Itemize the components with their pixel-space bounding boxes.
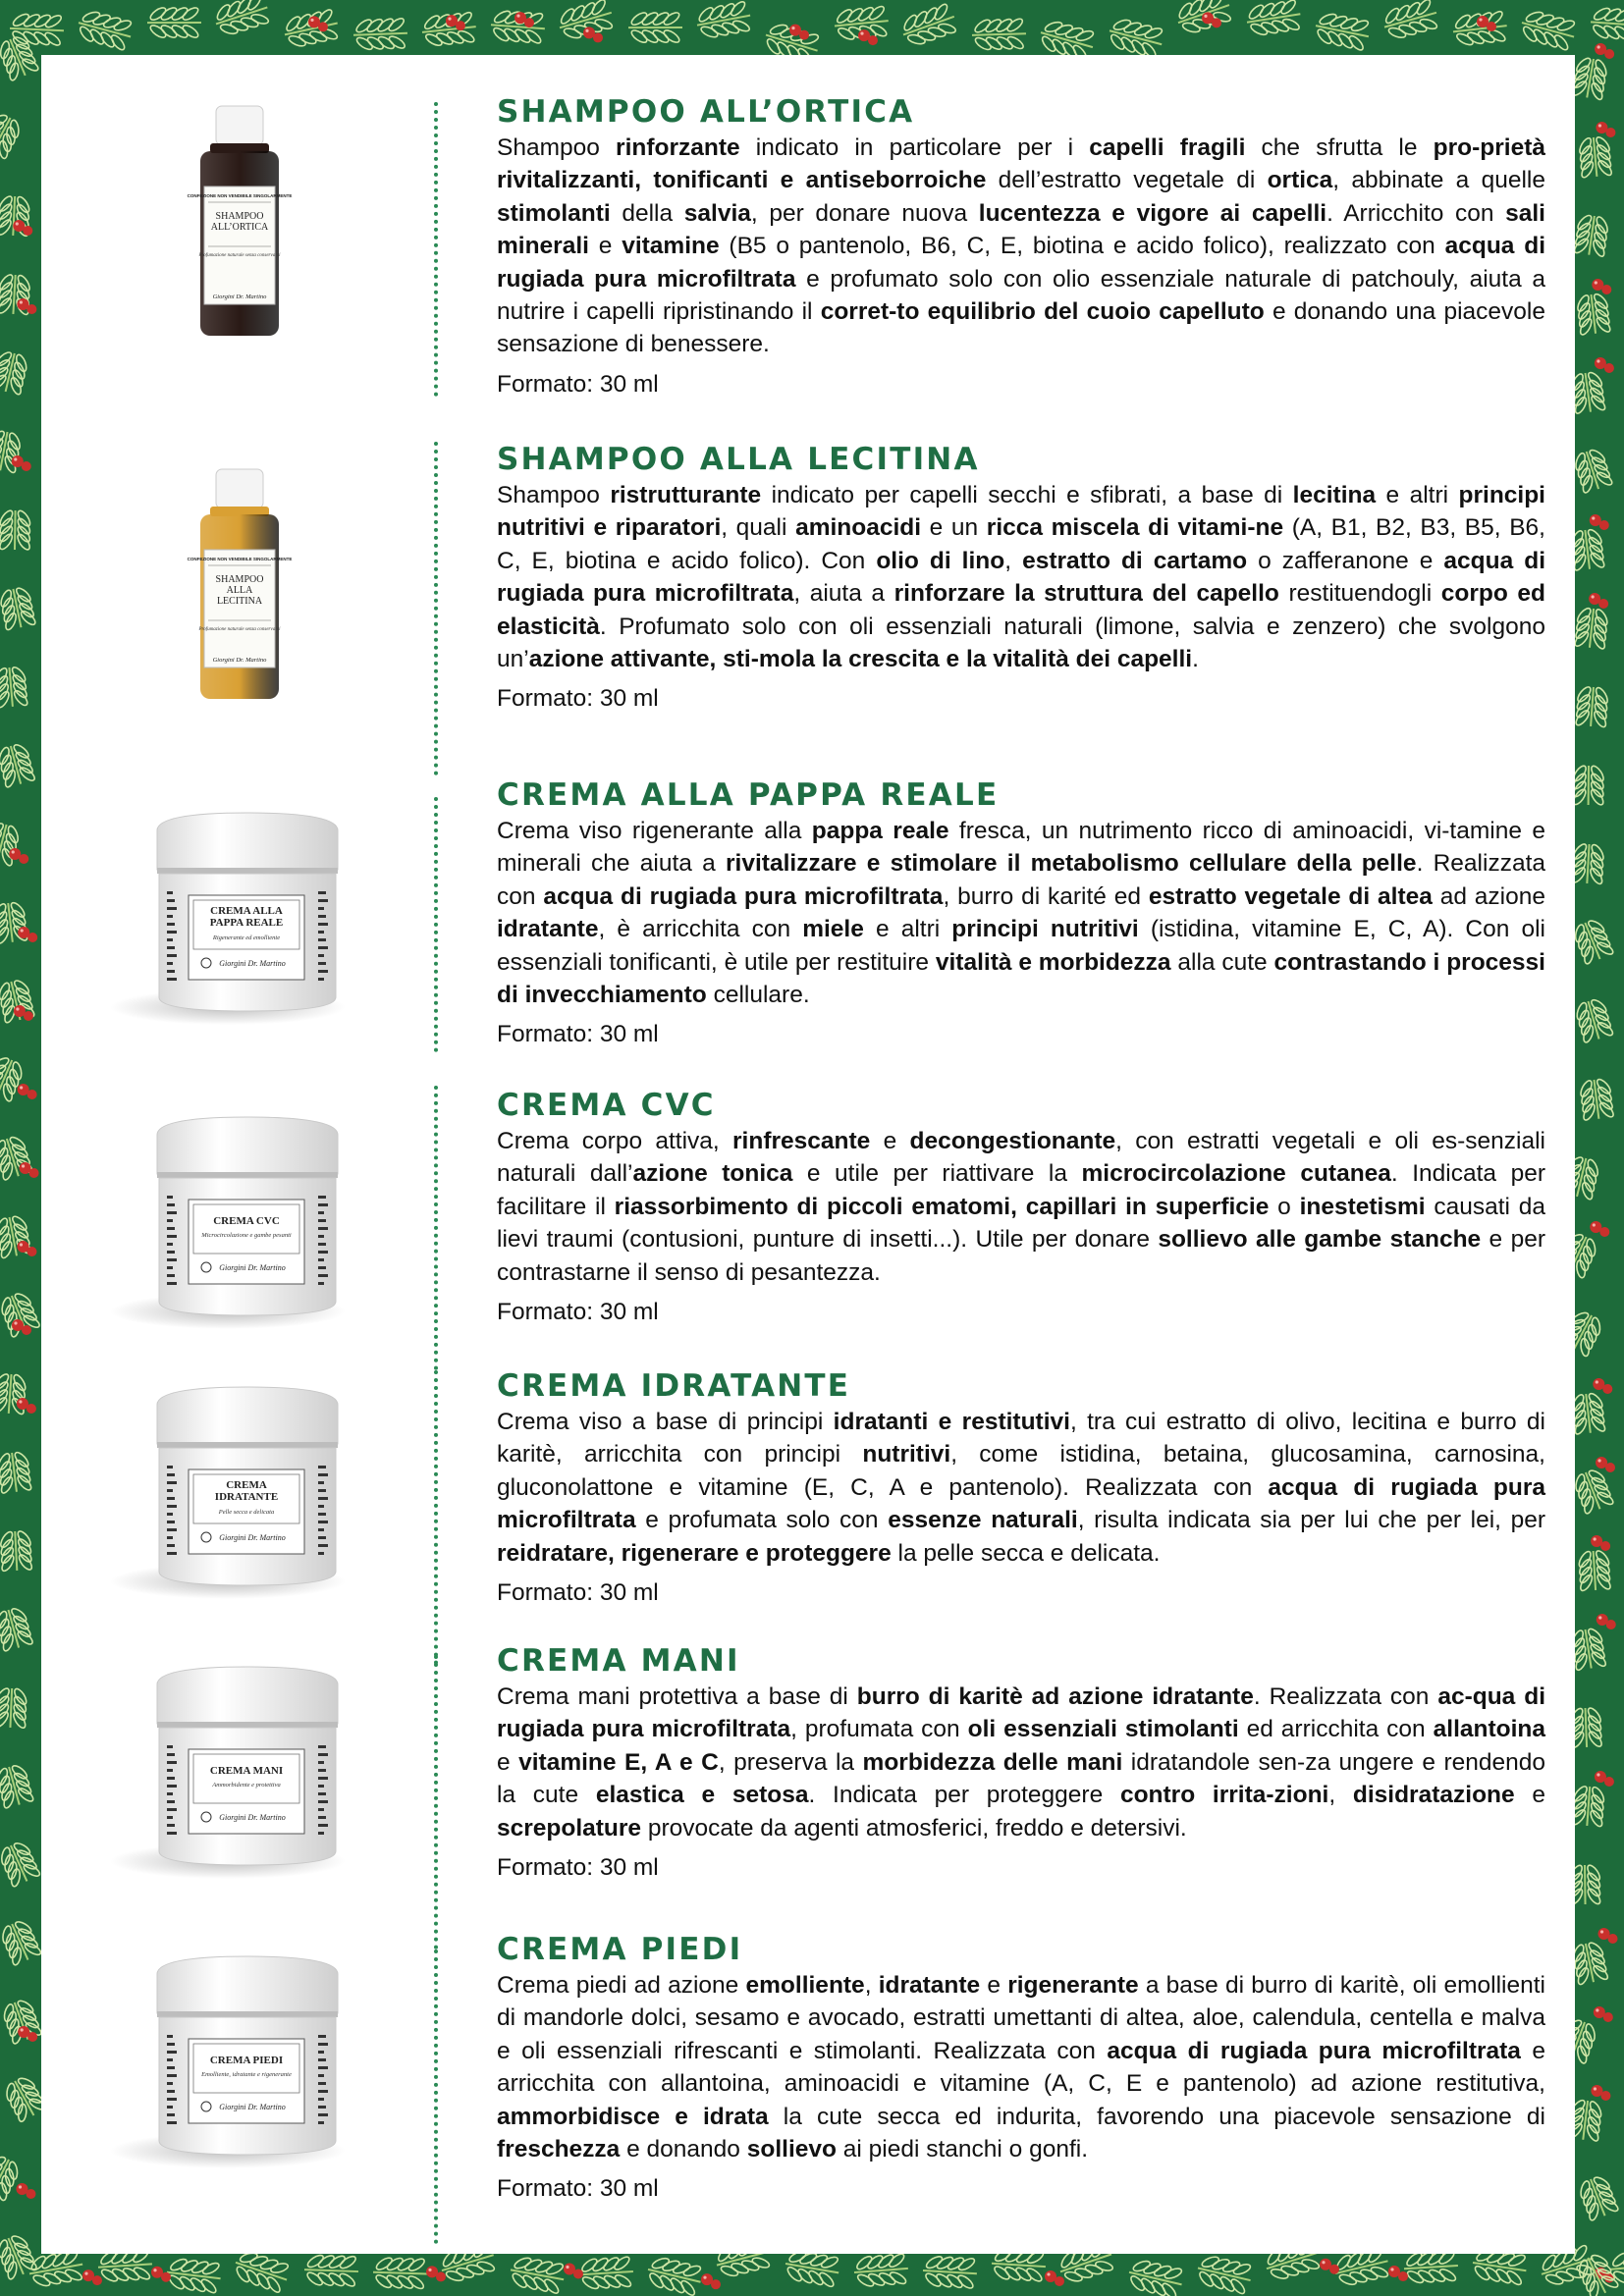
description-segment: . Realizzata con [1253, 1683, 1438, 1710]
format-label: Formato: [497, 1299, 594, 1326]
description-segment: , profumata con [790, 1716, 968, 1743]
description-segment: e utile per riattivare la [792, 1160, 1082, 1188]
description-bold-segment: rinforzare la struttura del capello [893, 580, 1279, 608]
product-format [497, 369, 1545, 400]
product-description [497, 1681, 1545, 1844]
description-bold-segment: acqua di rugiada pura microfiltrata [543, 882, 944, 910]
description-bold-segment: microcircolazione cutanea [1081, 1160, 1391, 1188]
product-title: SHAMPOO ALL’ORTICA [497, 94, 915, 130]
description-bold-segment: morbidezza delle mani [862, 1748, 1123, 1776]
product-format [497, 2173, 1545, 2205]
description-segment: causati da lievi traumi (contusioni, punture di insetti...). Utile per donare [497, 1193, 1545, 1254]
product-photo [110, 801, 385, 1037]
product-title: CREMA ALLA PAPPA REALE [497, 777, 1000, 813]
description-bold-segment: pappa reale [811, 818, 949, 844]
description-segment: e [497, 1748, 519, 1776]
description-segment: cellulare. [706, 982, 810, 1009]
description-segment: che sfrutta le [1245, 134, 1434, 161]
description-segment: , risulta indicata sia per lui che per lei, per [1077, 1507, 1546, 1534]
product-description [497, 132, 1545, 361]
product-text [497, 442, 1545, 715]
description-bold-segment: capelli fragili [1089, 134, 1246, 161]
description-bold-segment: inestetismi [1299, 1193, 1426, 1220]
description-segment: Crema viso a base di principi [497, 1409, 834, 1435]
product-photo [110, 104, 385, 340]
description-segment: , per donare nuova [750, 199, 979, 227]
format-value: 30 ml [599, 1021, 659, 1048]
description-bold-segment: allantoina [1433, 1716, 1545, 1743]
product-text [497, 777, 1545, 1050]
label-subtitle: Microcircolazione e gambe pesanti [201, 1232, 292, 1239]
description-segment: , è arricchita con [598, 916, 803, 943]
label-product-name: SHAMPOO [215, 211, 264, 222]
description-bold-segment: decongestionante [909, 1128, 1116, 1154]
dotted-divider [434, 1086, 438, 1370]
description-segment: e [870, 1128, 910, 1154]
description-segment: e un [921, 514, 987, 542]
label-subtitle: Ammorbidente e protettiva [212, 1782, 281, 1789]
description-segment: . Arricchito con [1326, 199, 1506, 227]
description-segment: , quali [721, 514, 796, 542]
description-bold-segment: rinforzante [616, 134, 740, 161]
format-value: 30 ml [599, 2175, 659, 2203]
description-bold-segment: reidratare, rigenerare e proteggere [497, 1539, 892, 1567]
description-bold-segment: freschezza [497, 2136, 621, 2163]
cream-jar-image [110, 1945, 385, 2180]
label-product-name: IDRATANTE [214, 1491, 279, 1503]
label-subtitle: Emolliente, idratante e rigenerante [201, 2071, 292, 2078]
description-segment: , tra cui estratto di olivo, lecitina e burro di karitè, arricchita con principi [497, 1409, 1545, 1468]
description-segment: ed arricchita con [1238, 1716, 1434, 1743]
description-segment: e profumata solo con [635, 1507, 889, 1534]
description-segment: restituendogli [1278, 580, 1441, 608]
description-segment: dell’estratto vegetale di [986, 167, 1268, 194]
description-bold-segment: estratto vegetale di altea [1148, 882, 1433, 910]
description-bold-segment: rigenerante [1007, 1972, 1139, 1999]
description-bold-segment: rivitalizzare e stimolare il metabolismo cellulare della pelle [726, 850, 1417, 878]
product-photo [110, 1105, 385, 1341]
description-bold-segment: corret-to equilibrio del cuoio capelluto [820, 298, 1265, 326]
description-bold-segment: azione attivante, sti-mola la crescita e la vitalità dei capelli [528, 646, 1193, 673]
description-segment: Crema viso rigenerante alla [497, 818, 812, 844]
dotted-divider [434, 1655, 438, 1949]
product-photo [110, 1375, 385, 1611]
description-segment: . Indicata per proteggere [808, 1782, 1120, 1809]
product-description [497, 1406, 1545, 1570]
description-bold-segment: disidratazione [1352, 1782, 1515, 1809]
description-segment: Shampoo [497, 482, 611, 508]
description-bold-segment: stimolanti [497, 199, 611, 227]
description-bold-segment: elastica e setosa [595, 1782, 809, 1809]
product-photo [110, 1655, 385, 1891]
label-subtitle: Profumazione naturale senza conservanti [198, 253, 281, 258]
description-bold-segment: nutritivi [862, 1441, 951, 1468]
format-label: Formato: [497, 370, 594, 398]
description-bold-segment: sollievo [746, 2136, 837, 2163]
description-bold-segment: essenze naturali [888, 1507, 1078, 1534]
label-brand: Giorgini Dr. Martino [219, 1263, 286, 1272]
description-segment: fresca, un nutrimento ricco di aminoacidi, vi-tamine e minerali che aiuta a [497, 818, 1545, 878]
label-subtitle: Pelle secca e delicata [218, 1509, 275, 1516]
label-product-name: CREMA MANI [209, 1765, 284, 1777]
product-text [497, 94, 1545, 400]
product-title: CREMA MANI [497, 1643, 740, 1679]
description-bold-segment: sollievo alle gambe stanche [1158, 1226, 1482, 1254]
product-photo [110, 1945, 385, 2180]
product-catalog-page [41, 55, 1575, 2254]
product-photo [110, 467, 385, 703]
description-segment: o [1269, 1193, 1300, 1220]
description-segment: , [1004, 547, 1023, 574]
label-product-name: CREMA ALLA [210, 905, 283, 917]
description-bold-segment: vitamine [622, 233, 720, 260]
description-bold-segment: salvia [683, 199, 751, 227]
format-label: Formato: [497, 2175, 594, 2203]
description-segment: e altri [863, 916, 952, 943]
description-bold-segment: screpolature [497, 1814, 642, 1842]
description-segment: . Realizzata con [497, 850, 1546, 910]
description-segment: alla cute [1170, 948, 1274, 976]
description-segment: , [864, 1972, 879, 1999]
product-text [497, 1088, 1545, 1328]
label-notice-text: CONFEZIONE NON VENDIBILE SINGOLARMENTE [187, 557, 293, 561]
description-segment: , come istidina, betaina, glucosamina, carnosina, gluconolattone e vitamine (E, C, A e pantenolo). Realizzata con [497, 1441, 1545, 1501]
dotted-divider [434, 797, 438, 1052]
description-segment: e profumato solo con olio essenziale naturale di patchouly, aiuta a nutrire i capelli ripristinando il [497, 265, 1545, 326]
description-bold-segment: idratante [878, 1972, 981, 1999]
product-title: SHAMPOO ALLA LECITINA [497, 442, 980, 477]
description-segment: e altri [1376, 482, 1459, 508]
label-product-name: CREMA PIEDI [209, 2055, 284, 2066]
format-value: 30 ml [599, 370, 659, 398]
description-bold-segment: acqua di rugiada pura microfiltrata [497, 233, 1545, 293]
description-bold-segment: idratanti e restitutivi [833, 1409, 1070, 1435]
dotted-divider [434, 1370, 438, 1665]
product-description [497, 479, 1545, 675]
description-segment: . [1192, 646, 1199, 673]
description-bold-segment: contro irrita-zioni [1119, 1782, 1329, 1809]
product-description [497, 1969, 1545, 2165]
description-bold-segment: contrastando i processi di invecchiamento [497, 948, 1545, 1009]
format-value: 30 ml [599, 1854, 659, 1882]
format-label: Formato: [497, 685, 594, 713]
format-label: Formato: [497, 1021, 594, 1048]
description-bold-segment: lecitina [1292, 482, 1377, 508]
description-bold-segment: azione tonica [632, 1160, 793, 1188]
dotted-divider [434, 442, 438, 775]
description-segment: indicato in particolare per i [739, 134, 1090, 161]
description-bold-segment: ricca miscela di vitami-ne [986, 514, 1284, 542]
label-brand: Giorgini Dr. Martino [219, 2103, 286, 2111]
description-segment: Crema corpo attiva, [497, 1128, 733, 1154]
product-text [497, 1932, 1545, 2205]
label-product-name: LECITINA [216, 596, 263, 607]
description-segment: , preserva la [718, 1748, 863, 1776]
shampoo-bottle-image [110, 104, 385, 340]
cream-jar-image [110, 1105, 385, 1341]
description-bold-segment: burro di karitè ad azione idratante [856, 1683, 1254, 1710]
label-subtitle: Profumazione naturale senza conservanti [198, 627, 281, 632]
description-bold-segment: ortica [1267, 167, 1333, 194]
cream-jar-image [110, 1375, 385, 1611]
description-segment: (A, B1, B2, B3, B5, B6, C, E, biotina e acido folico). Con [497, 514, 1545, 574]
description-segment: e arricchita con allantoina, aminoacidi e vitamine (A, C, E e pantenolo) ad azione restitutiva, [497, 2037, 1546, 2098]
description-segment: e [588, 233, 623, 260]
description-segment: Shampoo [497, 134, 617, 161]
product-format [497, 1019, 1545, 1050]
label-subtitle: Rigenerante ed emolliente [212, 934, 281, 941]
description-segment: e donando [620, 2136, 747, 2163]
label-brand: Giorgini Dr. Martino [219, 1533, 286, 1542]
product-format [497, 1297, 1545, 1328]
description-bold-segment: oli essenziali stimolanti [967, 1716, 1239, 1743]
label-notice-text: CONFEZIONE NON VENDIBILE SINGOLARMENTE [187, 193, 293, 198]
description-segment: (istidina, vitamine E, C, A). Con oli essenziali tonificanti, è utile per restituire [497, 916, 1545, 976]
product-text [497, 1368, 1545, 1609]
product-title: CREMA PIEDI [497, 1932, 743, 1967]
format-value: 30 ml [599, 1579, 659, 1607]
description-segment: , burro di karité ed [943, 882, 1149, 910]
description-segment: e donando una piacevole sensazione di benessere. [497, 298, 1545, 358]
description-bold-segment: miele [802, 916, 864, 943]
label-product-name: SHAMPOO [215, 574, 264, 585]
label-brand: Giorgini Dr. Martino [212, 294, 267, 300]
label-product-name: ALLA [226, 585, 253, 596]
description-segment: (B5 o pantenolo, B6, C, E, biotina e acido folico), realizzato con [719, 233, 1445, 260]
description-bold-segment: aminoacidi [795, 514, 922, 542]
description-segment: ai piedi stanchi o gonfi. [836, 2136, 1089, 2163]
description-segment: e [980, 1972, 1008, 1999]
dotted-divider [434, 1949, 438, 2244]
description-segment: a base di burro di karitè, oli emollienti di mandorle dolci, sesamo e avocado, estratti umettanti di altea, aloe, calendula, centella e malva e oli essenziali rifrescanti e stimolanti. Realizzata con [497, 1972, 1546, 2064]
label-brand: Giorgini Dr. Martino [219, 959, 286, 968]
format-label: Formato: [497, 1854, 594, 1882]
dotted-divider [434, 102, 438, 397]
description-bold-segment: acqua di rugiada pura microfiltrata [497, 1473, 1545, 1534]
product-title: CREMA IDRATANTE [497, 1368, 851, 1404]
description-segment: , abbinate a quelle [1332, 167, 1545, 194]
product-description [497, 815, 1545, 1011]
label-product-name: CREMA CVC [213, 1215, 280, 1227]
product-title: CREMA CVC [497, 1088, 716, 1123]
description-bold-segment: idratante [497, 916, 599, 943]
cream-jar-image [110, 801, 385, 1037]
description-bold-segment: principi nutritivi e riparatori [497, 482, 1545, 542]
product-format [497, 1577, 1545, 1609]
description-segment: la cute secca ed indurita, favorendo una piacevole sensazione di [768, 2103, 1545, 2130]
description-bold-segment: vitalità e morbidezza [935, 948, 1171, 976]
description-segment: provocate da agenti atmosferici, freddo e detersivi. [641, 1814, 1187, 1842]
description-segment: idratandole sen-za ungere e rendendo la cute [497, 1748, 1545, 1809]
description-segment: . Indicata per facilitare il [497, 1160, 1545, 1220]
description-segment: Crema piedi ad azione [497, 1972, 746, 1999]
product-text [497, 1643, 1545, 1884]
label-brand: Giorgini Dr. Martino [212, 657, 267, 664]
description-bold-segment: ristrutturante [610, 482, 762, 508]
shampoo-bottle-image [110, 467, 385, 703]
description-bold-segment: ammorbidisce e idrata [497, 2103, 769, 2130]
label-product-name: PAPPA REALE [209, 917, 284, 929]
description-bold-segment: olio di lino [876, 547, 1005, 574]
label-product-name: ALL’ORTICA [210, 222, 269, 233]
description-bold-segment: riassorbimento di piccoli ematomi, capillari in superficie [614, 1193, 1270, 1220]
description-bold-segment: vitamine E, A e C [518, 1748, 719, 1776]
description-bold-segment: acqua di rugiada pura microfiltrata [497, 547, 1545, 608]
description-segment: ad azione [1432, 882, 1545, 910]
label-brand: Giorgini Dr. Martino [219, 1813, 286, 1822]
description-bold-segment: corpo ed elasticità [497, 580, 1545, 640]
description-segment: , aiuta a [793, 580, 894, 608]
format-value: 30 ml [599, 1299, 659, 1326]
product-format [497, 1852, 1545, 1884]
description-segment: , con estratti vegetali e oli es-senziali naturali dall’ [497, 1128, 1545, 1188]
description-segment: e per contrastarne il senso di pesantezza. [497, 1226, 1545, 1286]
description-bold-segment: emolliente [745, 1972, 865, 1999]
description-segment: indicato per capelli secchi e sfibrati, a base di [761, 482, 1293, 508]
description-bold-segment: pro-prietà rivitalizzanti, tonificanti e antiseborroiche [497, 134, 1545, 194]
product-description [497, 1125, 1545, 1289]
description-segment: la pelle secca e delicata. [891, 1539, 1161, 1567]
description-segment: . Profumato solo con oli essenziali naturali (limone, salvia e zenzero) che svolgono un’ [497, 613, 1545, 673]
description-bold-segment: principi nutritivi [951, 916, 1139, 943]
description-bold-segment: sali minerali [497, 199, 1545, 260]
description-bold-segment: acqua di rugiada pura microfiltrata [1107, 2037, 1521, 2064]
description-bold-segment: ac-qua di rugiada pura microfiltrata [497, 1683, 1545, 1743]
description-segment: della [610, 199, 684, 227]
product-format [497, 683, 1545, 715]
description-segment: , [1328, 1782, 1353, 1809]
description-bold-segment: lucentezza e vigore ai capelli [978, 199, 1327, 227]
description-bold-segment: rinfrescante [732, 1128, 871, 1154]
description-segment: o zafferanone e [1247, 547, 1444, 574]
format-value: 30 ml [599, 685, 659, 713]
format-label: Formato: [497, 1579, 594, 1607]
description-bold-segment: estratto di cartamo [1022, 547, 1248, 574]
label-product-name: CREMA [226, 1479, 267, 1491]
description-segment: Crema mani protettiva a base di [497, 1683, 857, 1710]
cream-jar-image [110, 1655, 385, 1891]
description-segment: e [1514, 1782, 1545, 1809]
